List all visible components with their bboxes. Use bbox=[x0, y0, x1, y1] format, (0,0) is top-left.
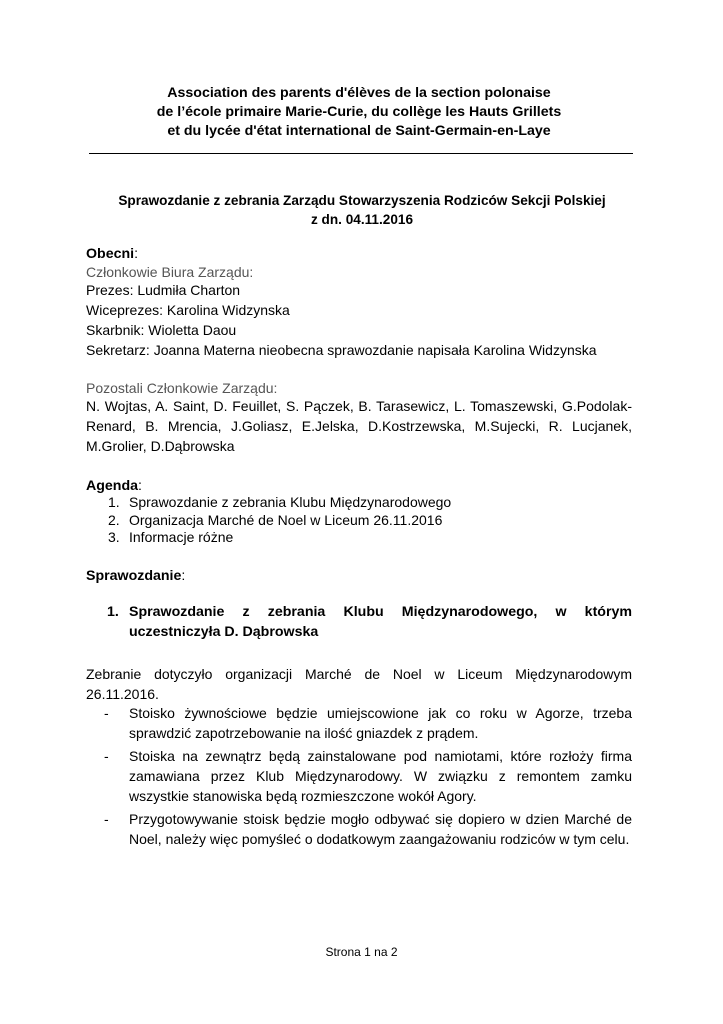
member-secretary: Sekretarz: Joanna Materna nieobecna sprawozdanie napisała Karolina Widzynska bbox=[86, 342, 597, 358]
header-line-2: de l’école primaire Marie-Curie, du collège les Hauts Grillets bbox=[156, 104, 562, 120]
section-1-intro: Zebranie dotyczyło organizacji Marché de Noel w Liceum Międzynarodowym 26.11.2016. bbox=[86, 666, 632, 702]
header-line-3: et du lycée d'état international de Saint-Germain-en-Laye bbox=[167, 123, 551, 139]
agenda-heading: Agenda: bbox=[86, 478, 142, 494]
member-vice-president: Wiceprezes: Karolina Widzynska bbox=[86, 302, 290, 318]
other-members-list: N. Wojtas, A. Saint, D. Feuillet, S. Pączek, B. Tarasewicz, L. Tomaszewski, G.Podolak-Renard, B. Mrencia, J.Goliasz, E.Jelska, D.Kostrzewska, M.Sujecki, R. Lucjanek, M.Grolier, D.Dąbrowska bbox=[86, 398, 632, 454]
document-title bbox=[86, 192, 638, 229]
agenda-item: 1. Sprawozdanie z zebrania Klubu Międzynarodowego bbox=[108, 494, 452, 510]
board-label: Członkowie Biura Zarządu: bbox=[86, 264, 254, 280]
obecni-heading: Obecni: bbox=[86, 246, 139, 262]
title-line-2: z dn. 04.11.2016 bbox=[310, 211, 414, 227]
bullet-item: - Przygotowywanie stoisk będzie mogło odbywać się dopiero w dzien Marché de Noel, należy więc pomyśleć o dodatkowym zaangażowaniu rodziców w tym celu. bbox=[104, 811, 632, 847]
bullet-item: - Stoiska na zewnątrz będą zainstalowane pod namiotami, które rozłoży firma zamawiana przez Klub Międzynarodowy. W związku z remontem zamku wszystkie stanowiska będą rozmieszczone wokół Agory. bbox=[104, 748, 632, 804]
agenda-list bbox=[86, 494, 632, 547]
section-1-heading: 1. Sprawozdanie z zebrania Klubu Międzynarodowego, w którym uczestniczyła D. Dąbrowska bbox=[107, 604, 632, 640]
sprawozdanie-heading: Sprawozdanie: bbox=[86, 568, 186, 584]
title-line-1: Sprawozdanie z zebrania Zarządu Stowarzyszenia Rodziców Sekcji Polskiej bbox=[118, 193, 606, 208]
header-divider bbox=[89, 153, 633, 154]
association-header bbox=[86, 84, 632, 141]
bullet-item: - Stoisko żywnościowe będzie umiejscowione jak co roku w Agorze, trzeba sprawdzić zapotrzebowanie na ilość gniazdek z prądem. bbox=[104, 705, 632, 741]
member-treasurer: Skarbnik: Wioletta Daou bbox=[86, 322, 237, 338]
agenda-item: 3. Informacje różne bbox=[108, 529, 234, 545]
member-president: Prezes: Ludmiła Charton bbox=[86, 282, 241, 298]
section-1-bullets bbox=[86, 703, 632, 852]
agenda-item: 2. Organizacja Marché de Noel w Liceum 26.11.2016 bbox=[108, 511, 443, 528]
page-number: Strona 1 na 2 bbox=[325, 945, 398, 959]
others-label: Pozostali Członkowie Zarządu: bbox=[86, 380, 278, 396]
header-line-1: Association des parents d'élèves de la section polonaise bbox=[167, 85, 551, 101]
